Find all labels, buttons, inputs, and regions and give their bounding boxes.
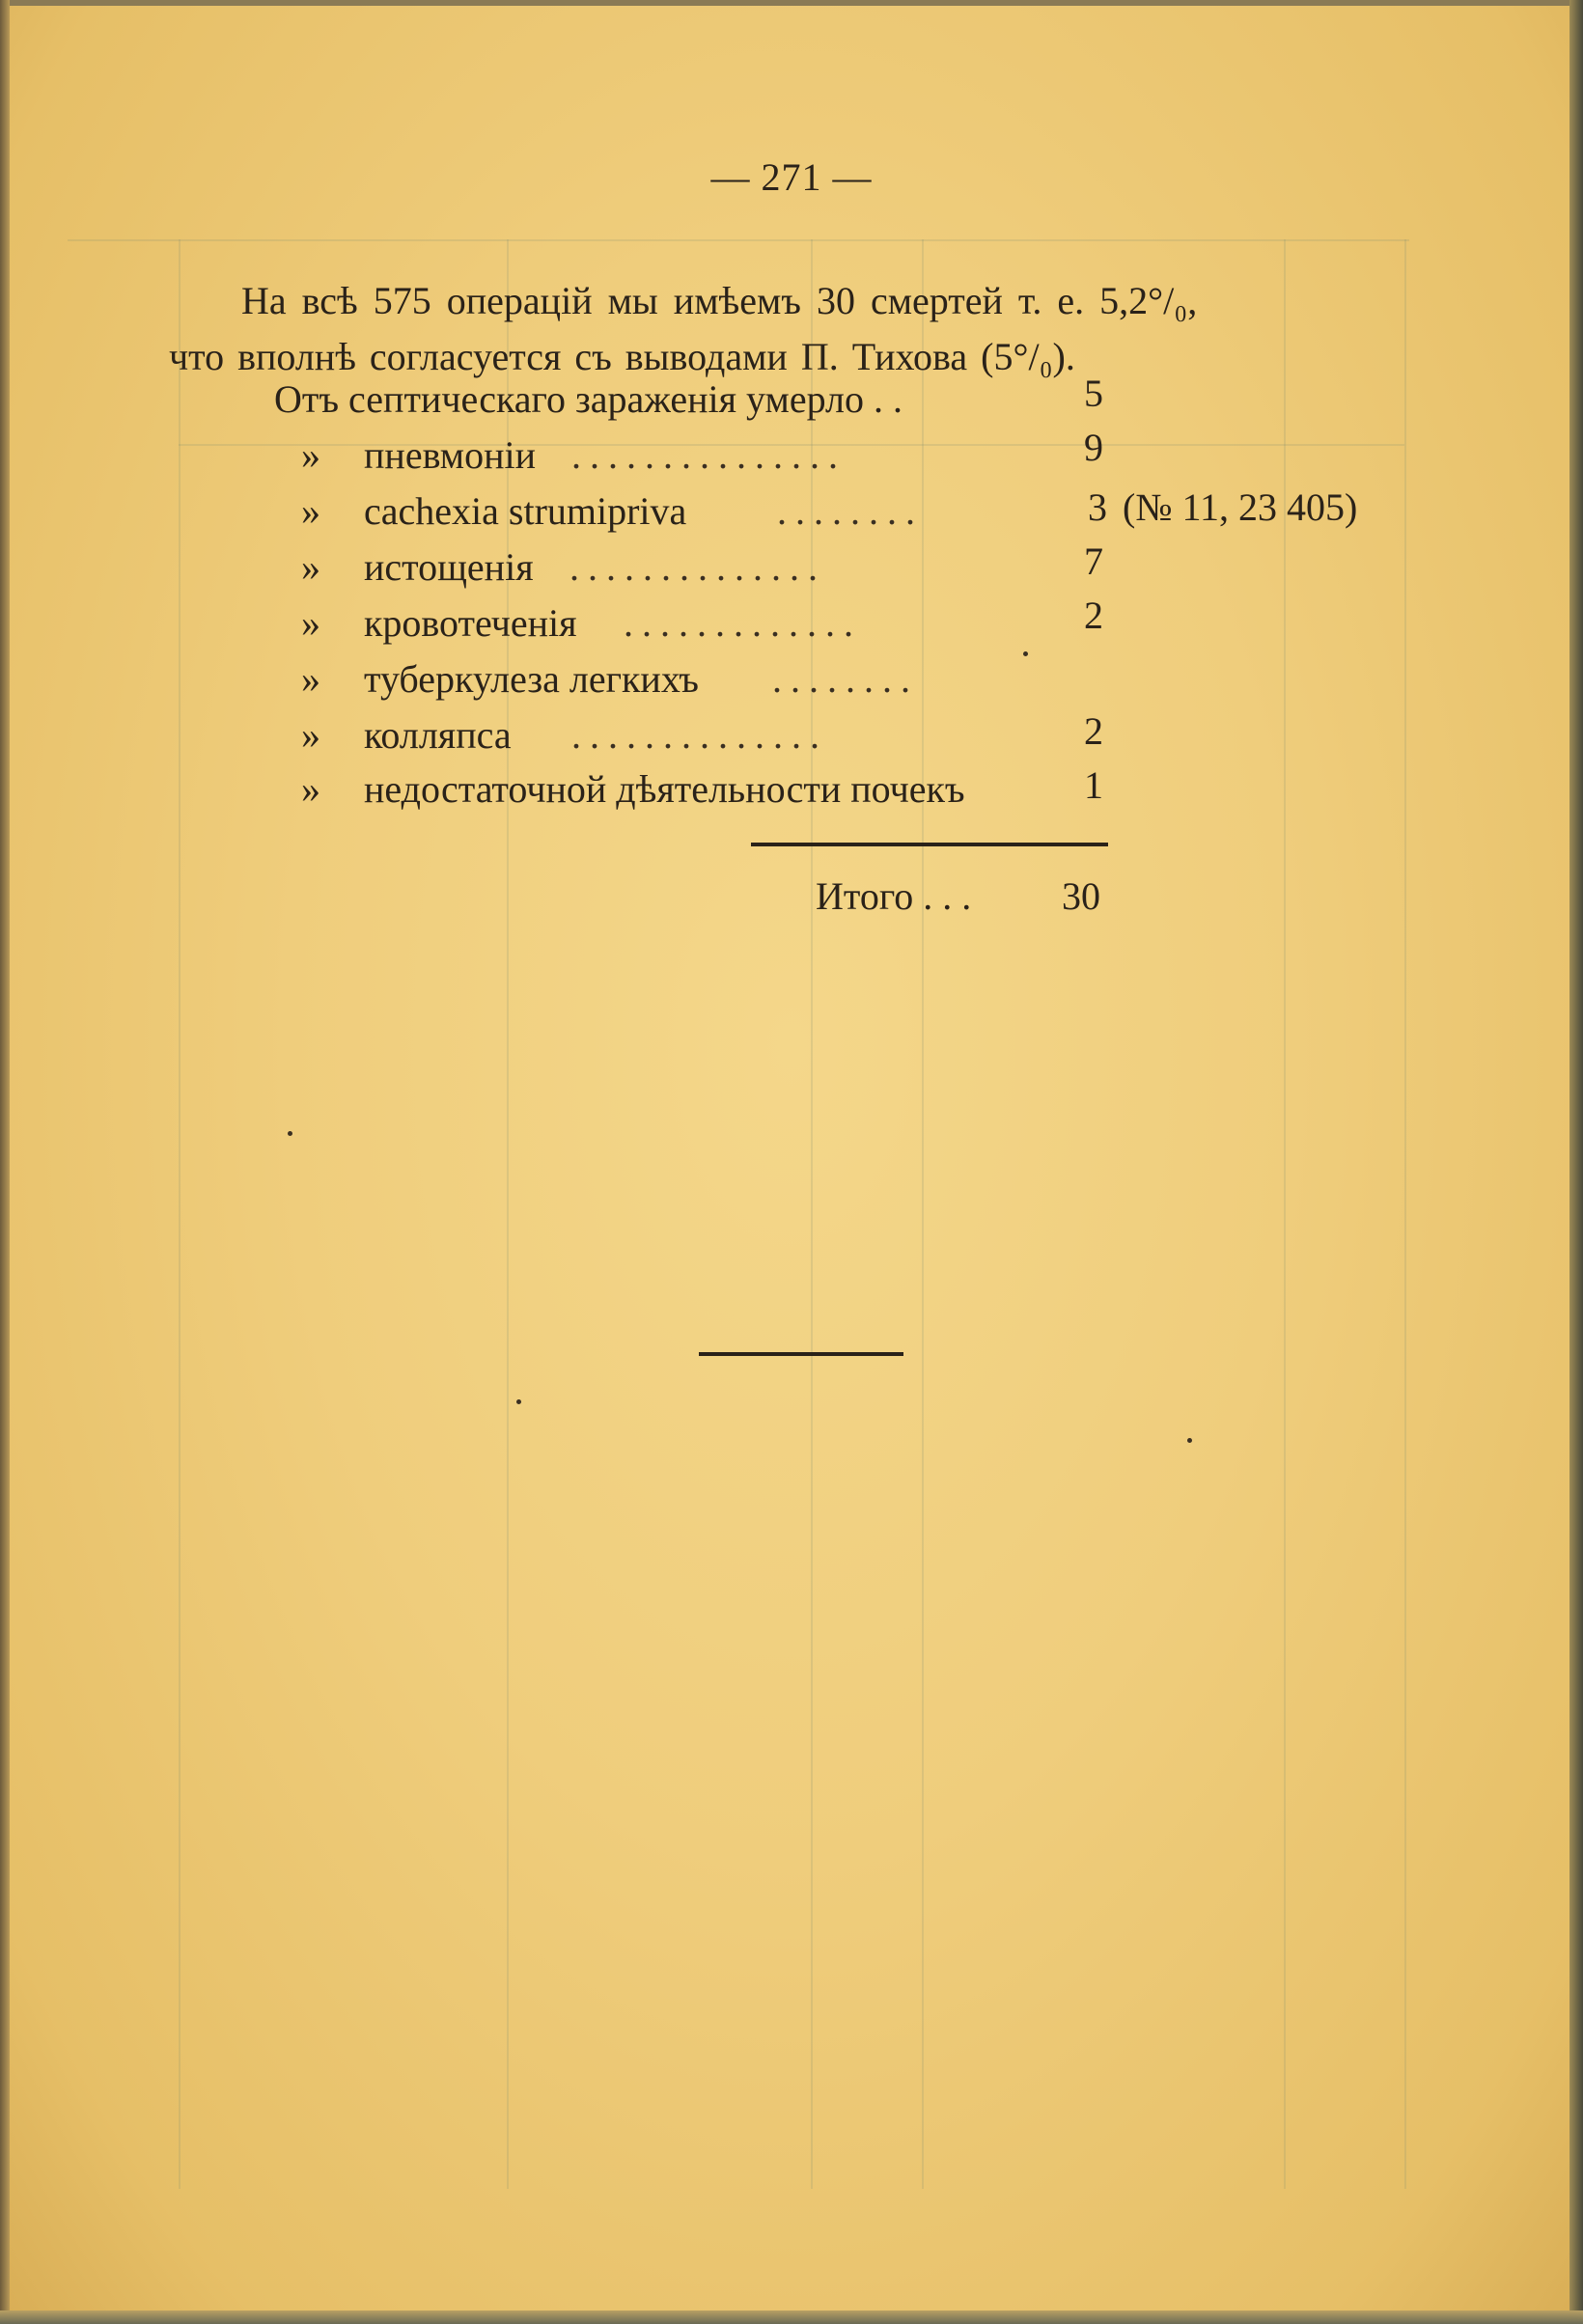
cause-value: 9 bbox=[1084, 426, 1103, 469]
ditto-mark: » bbox=[301, 489, 320, 533]
cause-label: пневмоніи bbox=[364, 433, 537, 477]
ditto-mark: » bbox=[301, 545, 320, 589]
list-item bbox=[0, 709, 1583, 768]
list-item bbox=[0, 656, 1583, 712]
ditto-mark: » bbox=[301, 433, 320, 477]
ditto-mark: » bbox=[301, 713, 320, 757]
ink-speck bbox=[516, 1399, 521, 1404]
death-cause-header-row bbox=[0, 372, 1583, 432]
ditto-mark: » bbox=[301, 601, 320, 645]
leader-dots: ........ bbox=[772, 657, 919, 701]
total-value: 30 bbox=[1062, 874, 1100, 918]
page-edge-top bbox=[0, 0, 1583, 6]
cause-note: (№ 11, 23 405) bbox=[1123, 485, 1358, 529]
cause-label: кровотеченія bbox=[364, 601, 577, 645]
cause-value: 3 bbox=[1088, 485, 1107, 529]
list-item bbox=[0, 763, 1583, 822]
ink-speck bbox=[1023, 651, 1028, 656]
list-item bbox=[0, 485, 1583, 544]
page-number: — 271 — bbox=[710, 155, 873, 199]
cause-value: 2 bbox=[1084, 709, 1103, 753]
cause-label: недостаточной дѣятельности почекъ bbox=[364, 767, 965, 811]
page-edge-bottom bbox=[0, 2310, 1583, 2324]
ditto-mark: » bbox=[301, 767, 320, 811]
cause-label: cachexia strumipriva bbox=[364, 489, 687, 533]
cause-label: колляпса bbox=[364, 713, 512, 757]
total-row bbox=[816, 873, 1100, 919]
cause-value: 7 bbox=[1084, 540, 1103, 583]
leader-dots: ........ bbox=[777, 489, 924, 533]
death-cause-header-label: Отъ септическаго зараженія умерло . . bbox=[274, 377, 903, 421]
bleed-through-rule bbox=[68, 239, 1409, 241]
page-edge-right bbox=[1569, 0, 1583, 2324]
page-edge-left bbox=[0, 0, 10, 2324]
cause-label: истощенія bbox=[364, 545, 534, 589]
ink-speck bbox=[288, 1131, 292, 1136]
ditto-mark: » bbox=[301, 657, 320, 701]
list-item bbox=[0, 426, 1583, 488]
intro-line-1: На всѣ 575 операцій мы имѣемъ 30 смертей т. е. 5,2°/₀, bbox=[241, 279, 1198, 322]
intro-line-2: что вполнѣ согласуется съ выводами П. Тихова (5°/₀). bbox=[169, 335, 1075, 378]
intro-paragraph bbox=[169, 273, 1414, 385]
leader-dots: .............. bbox=[569, 545, 826, 589]
leader-dots: ............... bbox=[571, 433, 847, 477]
cause-value: 1 bbox=[1084, 763, 1103, 807]
ink-speck bbox=[1187, 1438, 1192, 1443]
leader-dots: .............. bbox=[571, 713, 828, 757]
sum-rule bbox=[751, 843, 1108, 846]
cause-label: туберкулеза легкихъ bbox=[364, 657, 699, 701]
section-end-rule bbox=[699, 1352, 903, 1356]
total-label: Итого . . . bbox=[816, 874, 972, 918]
cause-value: 2 bbox=[1084, 594, 1103, 637]
leader-dots: ............. bbox=[624, 601, 862, 645]
death-cause-header-value: 5 bbox=[1084, 372, 1103, 415]
list-item bbox=[0, 594, 1583, 656]
list-item bbox=[0, 540, 1583, 600]
